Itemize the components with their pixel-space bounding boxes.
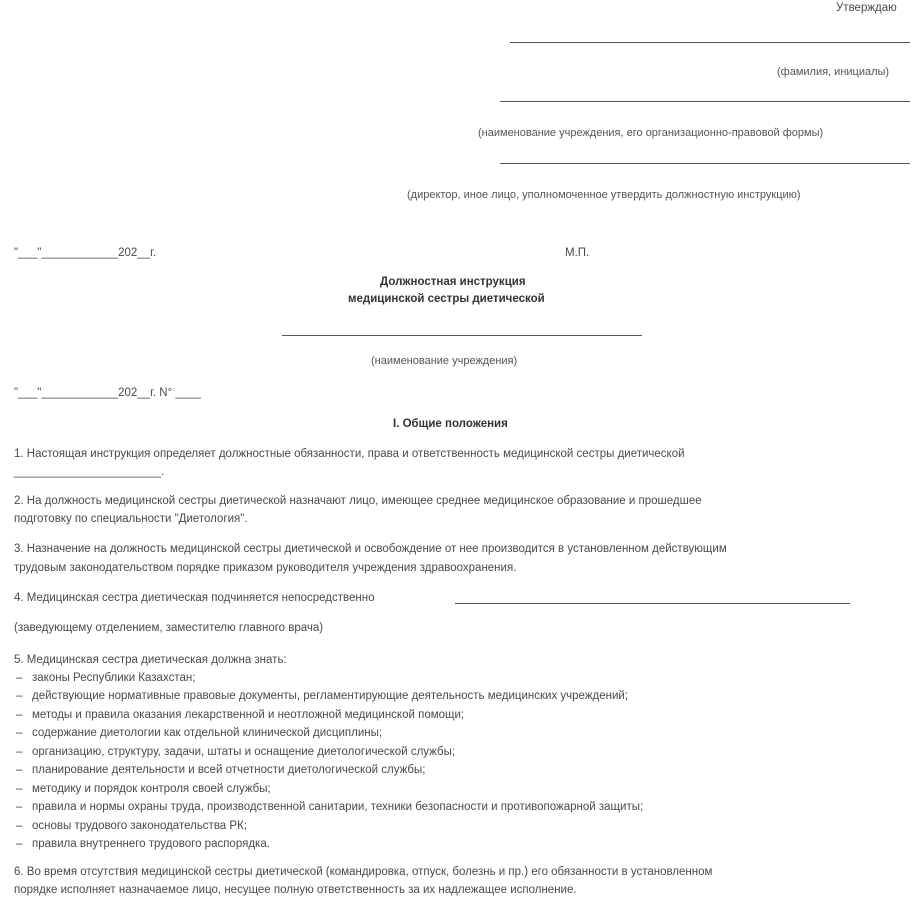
- caption-initials: (фамилия, инициалы): [777, 66, 890, 78]
- approval-heading: Утверждаю: [836, 2, 897, 14]
- caption-institution: (наименование учреждения): [371, 355, 518, 367]
- approval-line-director: [500, 163, 910, 164]
- list-item: – организацию, структуру, задачи, штаты и оснащение диетологической службы;: [16, 746, 456, 758]
- section-heading: I. Общие положения: [393, 418, 508, 430]
- list-item: – основы трудового законодательства РК;: [16, 820, 247, 832]
- approval-line-name: [510, 42, 910, 43]
- paragraph-2-line2: подготовку по специальности "Диетология".: [14, 513, 248, 525]
- paragraph-3-line2: трудовым законодательством порядке приказом руководителя учреждения здравоохранения.: [14, 562, 517, 574]
- paragraph-4-caption: (заведующему отделением, заместителю главного врача): [14, 622, 324, 634]
- paragraph-3-line1: 3. Назначение на должность медицинской сестры диетической и освобождение от нее производится в установленном действующим: [14, 543, 727, 555]
- paragraph-2-line1: 2. На должность медицинской сестры диетической назначают лицо, имеющее среднее медицинское образование и прошедшее: [14, 495, 702, 507]
- paragraph-5: 5. Медицинская сестра диетическая должна знать:: [14, 654, 287, 666]
- list-item: – планирование деятельности и всей отчетности диетологической службы;: [16, 764, 426, 776]
- list-item: – правила и нормы охраны труда, производственной санитарии, техники безопасности и противопожарной защиты;: [16, 801, 644, 813]
- list-item: – правила внутреннего трудового распорядка.: [16, 838, 270, 850]
- paragraph-4-line: [455, 603, 850, 604]
- paragraph-1: 1. Настоящая инструкция определяет должностные обязанности, права и ответственность медицинской сестры диетической: [14, 448, 685, 460]
- doc-title-line2: медицинской сестры диетической: [348, 293, 545, 305]
- paragraph-1-tail: _______________________.: [14, 466, 165, 478]
- paragraph-6-line2: порядке исполняет назначаемое лицо, несущее полную ответственность за их надлежащее исполнение.: [14, 884, 577, 896]
- list-item: – методы и правила оказания лекарственной и неотложной медицинской помощи;: [16, 709, 465, 721]
- list-item: – законы Республики Казахстан;: [16, 672, 196, 684]
- doc-title-line1: Должностная инструкция: [380, 276, 526, 288]
- paragraph-6-line1: 6. Во время отсутствия медицинской сестры диетической (командировка, отпуск, болезнь и пр.) его обязанности в установленном: [14, 866, 713, 878]
- stamp-label: М.П.: [565, 247, 590, 259]
- caption-director: (директор, иное лицо, уполномоченное утвердить должностную инструкцию): [407, 189, 801, 201]
- list-item: – методику и порядок контроля своей службы;: [16, 783, 271, 795]
- doc-date-number: "___"____________202__г. N° ____: [14, 387, 201, 399]
- list-item: – действующие нормативные правовые документы, регламентирующие деятельность медицинских учреждений;: [16, 690, 629, 702]
- approval-line-org: [500, 101, 910, 102]
- approval-date: "___"____________202__г.: [14, 247, 157, 259]
- list-item: – содержание диетологии как отдельной клинической дисциплины;: [16, 727, 383, 739]
- paragraph-4: 4. Медицинская сестра диетическая подчиняется непосредственно: [14, 592, 375, 604]
- caption-org: (наименование учреждения, его организационно-правовой формы): [478, 127, 824, 139]
- institution-line: [282, 335, 642, 336]
